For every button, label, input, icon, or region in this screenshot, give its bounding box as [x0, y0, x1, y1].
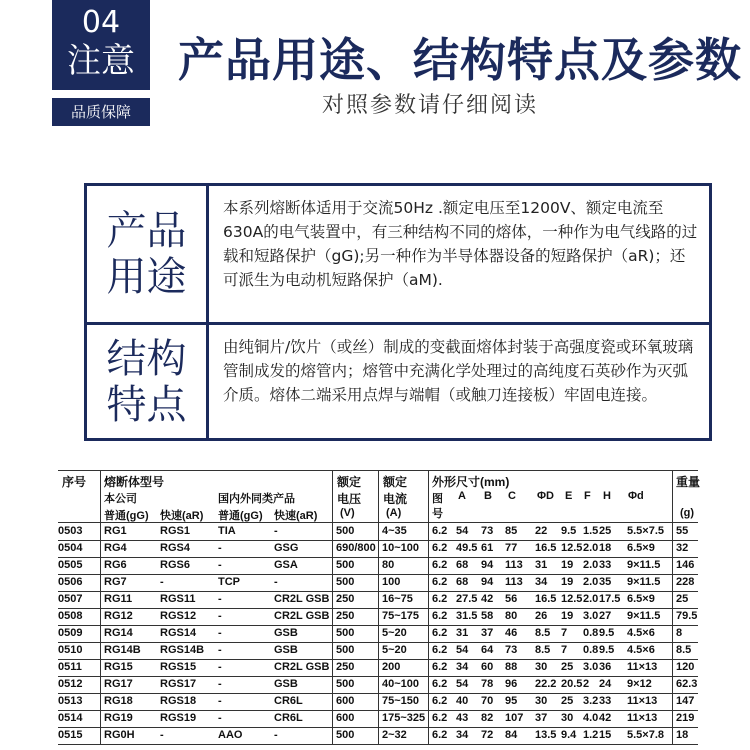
cell-company-gg: RG6	[104, 559, 127, 571]
cell-seq: 0509	[58, 627, 83, 639]
cell-phid: 6.5×9	[627, 542, 655, 554]
cell-B: 64	[481, 644, 494, 656]
cell-F: 2.0	[583, 559, 599, 571]
cell-seq: 0506	[58, 576, 83, 588]
usage-row	[87, 186, 709, 325]
cell-E: 25	[561, 661, 574, 673]
cell-A: 54	[456, 525, 469, 537]
cell-phid: 9×11.5	[627, 559, 661, 571]
cell-H: 27	[599, 610, 612, 622]
cell-C: 113	[505, 576, 523, 588]
header-gg1: 普通(gG)	[104, 510, 149, 522]
cell-B: 60	[481, 661, 494, 673]
cell-rated-voltage: 500	[336, 644, 355, 656]
cell-seq: 0512	[58, 678, 83, 690]
header-fig1: 图	[432, 493, 443, 505]
header-B: B	[484, 490, 492, 502]
badge-number: 04	[81, 5, 121, 40]
cell-F: 2.0	[583, 542, 599, 554]
cell-C: 113	[505, 559, 523, 571]
cell-company-ar: -	[160, 576, 164, 588]
cell-phid: 9×11.5	[627, 610, 661, 622]
cell-fig: 6.2	[432, 627, 448, 639]
cell-C: 77	[505, 542, 518, 554]
header-ar1: 快速(aR)	[160, 510, 204, 522]
cell-H: 42	[599, 712, 612, 724]
badge-main	[52, 0, 150, 90]
cell-seq: 0511	[58, 661, 82, 673]
cell-B: 94	[481, 576, 494, 588]
cell-F: 2	[583, 678, 590, 690]
cell-phiD: 13.5	[535, 729, 557, 741]
cell-F: 1.5	[583, 525, 599, 537]
cell-E: 7	[561, 627, 568, 639]
cell-E: 9.5	[561, 525, 577, 537]
cell-fig: 6.2	[432, 712, 448, 724]
cell-domestic-ar: CR2L GSB	[274, 661, 330, 673]
badge-subtitle: 品质保障	[52, 98, 150, 126]
header-E: E	[565, 490, 573, 502]
cell-domestic-ar: -	[274, 525, 278, 537]
header-weight1: 重量	[676, 475, 701, 489]
cell-domestic-gg: -	[218, 610, 222, 622]
cell-A: 31.5	[456, 610, 478, 622]
cell-rated-voltage: 500	[336, 559, 355, 571]
cell-weight: 146	[676, 559, 695, 571]
usage-label-cell	[87, 186, 209, 322]
cell-H: 15	[599, 729, 612, 741]
cell-domestic-gg: TIA	[218, 525, 236, 537]
cell-C: 95	[505, 695, 518, 707]
cell-fig: 6.2	[432, 542, 448, 554]
cell-domestic-ar: GSA	[274, 559, 298, 571]
cell-seq: 0514	[58, 712, 83, 724]
cell-company-ar: RGS1	[160, 525, 190, 537]
cell-rated-current: 2~32	[382, 729, 407, 741]
cell-A: 31	[456, 627, 469, 639]
cell-F: 3.0	[583, 610, 599, 622]
cell-rated-current: 75~175	[382, 610, 420, 622]
cell-domestic-gg: -	[218, 678, 222, 690]
cell-rated-current: 100	[382, 576, 401, 588]
header-ar2: 快速(aR)	[274, 510, 318, 522]
header-model: 熔断体型号	[104, 475, 165, 489]
cell-E: 30	[561, 712, 574, 724]
cell-weight: 8	[676, 627, 683, 639]
cell-A: 54	[456, 644, 469, 656]
cell-rated-voltage: 500	[336, 525, 355, 537]
cell-fig: 6.2	[432, 661, 448, 673]
cell-phiD: 30	[535, 695, 548, 707]
badge-word: 注意	[67, 41, 135, 81]
cell-weight: 8.5	[676, 644, 692, 656]
cell-company-gg: RG14	[104, 627, 133, 639]
header-C: C	[508, 490, 516, 502]
cell-weight: 62.3	[676, 678, 698, 690]
cell-rated-voltage: 250	[336, 610, 355, 622]
table-column-rule	[378, 470, 379, 745]
cell-rated-current: 80	[382, 559, 395, 571]
cell-A: 40	[456, 695, 469, 707]
structure-label-cell	[87, 325, 209, 438]
cell-phiD: 16.5	[535, 542, 557, 554]
header-phiD: ΦD	[537, 490, 554, 502]
cell-rated-current: 200	[382, 661, 401, 673]
cell-H: 18	[599, 542, 612, 554]
cell-company-ar: RGS4	[160, 542, 190, 554]
cell-E: 20.5	[561, 678, 583, 690]
cell-B: 37	[481, 627, 494, 639]
cell-phid: 4.5×6	[627, 627, 655, 639]
cell-B: 61	[481, 542, 494, 554]
cell-C: 88	[505, 661, 518, 673]
header-rated-v3: (V)	[340, 507, 355, 519]
page-title: 产品用途、结构特点及参数	[178, 33, 742, 87]
cell-company-gg: RG14B	[104, 644, 141, 656]
cell-company-ar: RGS11	[160, 593, 196, 605]
cell-company-ar: RGS19	[160, 712, 197, 724]
cell-E: 12.5	[561, 593, 583, 605]
cell-H: 33	[599, 695, 612, 707]
cell-seq: 0503	[58, 525, 83, 537]
cell-seq: 0505	[58, 559, 83, 571]
header-rated-v2: 电压	[337, 492, 362, 506]
cell-rated-voltage: 500	[336, 729, 355, 741]
cell-phid: 11×13	[627, 661, 658, 673]
cell-E: 19	[561, 610, 574, 622]
cell-domestic-ar: GSG	[274, 542, 299, 554]
cell-phiD: 8.5	[535, 627, 551, 639]
cell-fig: 6.2	[432, 644, 448, 656]
header-gg2: 普通(gG)	[218, 510, 263, 522]
cell-company-gg: RG19	[104, 712, 133, 724]
cell-domestic-gg: -	[218, 542, 222, 554]
cell-E: 9.4	[561, 729, 577, 741]
cell-H: 24	[599, 678, 612, 690]
cell-E: 19	[561, 559, 574, 571]
cell-E: 7	[561, 644, 568, 656]
cell-domestic-gg: -	[218, 712, 222, 724]
cell-rated-current: 10~100	[382, 542, 420, 554]
cell-fig: 6.2	[432, 525, 448, 537]
cell-F: 4.0	[583, 712, 599, 724]
header-rated-a2: 电流	[383, 492, 408, 506]
cell-rated-voltage: 690/800	[336, 542, 376, 554]
cell-C: 46	[505, 627, 518, 639]
cell-B: 94	[481, 559, 494, 571]
cell-weight: 25	[676, 593, 689, 605]
cell-domestic-ar: CR2L GSB	[274, 593, 330, 605]
cell-company-gg: RG4	[104, 542, 127, 554]
cell-seq: 0507	[58, 593, 83, 605]
cell-H: 33	[599, 559, 612, 571]
structure-row	[87, 325, 709, 438]
cell-rated-voltage: 600	[336, 695, 355, 707]
cell-phid: 4.5×6	[627, 644, 655, 656]
cell-company-ar: RGS15	[160, 661, 197, 673]
cell-rated-voltage: 500	[336, 627, 355, 639]
cell-company-ar: -	[160, 729, 164, 741]
cell-domestic-ar: GSB	[274, 678, 298, 690]
cell-fig: 6.2	[432, 610, 448, 622]
cell-B: 58	[481, 610, 494, 622]
cell-weight: 32	[676, 542, 689, 554]
cell-F: 3.0	[583, 661, 599, 673]
cell-C: 84	[505, 729, 518, 741]
cell-domestic-gg: -	[218, 593, 222, 605]
cell-domestic-ar: CR2L GSB	[274, 610, 330, 622]
page-subtitle: 对照参数请仔细阅读	[322, 93, 539, 118]
cell-phiD: 37	[535, 712, 548, 724]
header-rated-a1: 额定	[383, 475, 408, 489]
cell-phiD: 22	[535, 525, 548, 537]
cell-phid: 11×13	[627, 695, 658, 707]
cell-phiD: 16.5	[535, 593, 557, 605]
cell-phiD: 8.5	[535, 644, 551, 656]
cell-domestic-ar: -	[274, 576, 278, 588]
cell-F: 1.2	[583, 729, 599, 741]
header-fig2: 号	[432, 508, 443, 520]
cell-rated-current: 5~20	[382, 644, 407, 656]
cell-company-gg: RG17	[104, 678, 133, 690]
cell-domestic-ar: -	[274, 729, 278, 741]
cell-weight: 219	[676, 712, 695, 724]
cell-rated-voltage: 500	[336, 678, 355, 690]
cell-B: 42	[481, 593, 494, 605]
section-badge	[52, 0, 150, 134]
cell-weight: 228	[676, 576, 695, 588]
header-dims: 外形尺寸(mm)	[432, 475, 510, 489]
cell-B: 72	[481, 729, 494, 741]
header-company: 本公司	[104, 493, 137, 505]
cell-H: 9.5	[599, 627, 615, 639]
cell-E: 25	[561, 695, 574, 707]
cell-rated-current: 75~150	[382, 695, 420, 707]
cell-E: 12.5	[561, 542, 583, 554]
cell-phiD: 26	[535, 610, 548, 622]
cell-A: 54	[456, 678, 469, 690]
cell-F: 2.0	[583, 576, 599, 588]
info-box	[84, 183, 712, 441]
table-column-rule	[672, 470, 673, 745]
table-column-rule	[332, 470, 333, 745]
cell-weight: 79.5	[676, 610, 698, 622]
cell-company-gg: RG7	[104, 576, 127, 588]
cell-A: 27.5	[456, 593, 478, 605]
header-F: F	[584, 490, 591, 502]
cell-company-ar: RGS6	[160, 559, 190, 571]
cell-A: 68	[456, 576, 469, 588]
cell-fig: 6.2	[432, 695, 448, 707]
cell-H: 35	[599, 576, 612, 588]
cell-A: 49.5	[456, 542, 478, 554]
cell-company-gg: RG18	[104, 695, 133, 707]
cell-domestic-gg: -	[218, 644, 222, 656]
cell-F: 2.0	[583, 593, 599, 605]
header-phid: Φd	[628, 490, 644, 502]
usage-text: 本系列熔断体适用于交流50Hz .额定电压至1200V、额定电流至630A的电气装置中，有三种结构不同的熔体，一种作为电气线路的过载和短路保护（gG);另一种作为半导体器设备的短路保护（aR)；还可派生为电动机短路保护（aM).	[223, 199, 698, 289]
cell-fig: 6.2	[432, 593, 448, 605]
cell-weight: 120	[676, 661, 695, 673]
cell-phid: 5.5×7.5	[627, 525, 665, 537]
cell-rated-current: 175~325	[382, 712, 426, 724]
cell-rated-current: 4~35	[382, 525, 407, 537]
cell-weight: 147	[676, 695, 695, 707]
cell-phiD: 34	[535, 576, 548, 588]
cell-company-ar: RGS17	[160, 678, 197, 690]
cell-phiD: 22.2	[535, 678, 557, 690]
cell-domestic-gg: AAO	[218, 729, 243, 741]
structure-text: 由纯铜片/饮片（或丝）制成的变截面熔体封装于高强度瓷或环氧玻璃管制成发的熔管内；熔管中充满化学处理过的高纯度石英砂作为灭弧介质。熔体二端采用点焊与端帽（或触刀连接板）牢固电连接。	[223, 338, 694, 404]
table-column-rule	[428, 470, 429, 745]
cell-A: 34	[456, 661, 469, 673]
cell-C: 56	[505, 593, 518, 605]
cell-company-ar: RGS14	[160, 627, 197, 639]
cell-company-ar: RGS18	[160, 695, 197, 707]
cell-seq: 0508	[58, 610, 83, 622]
cell-company-ar: RGS12	[160, 610, 197, 622]
cell-domestic-gg: -	[218, 695, 222, 707]
cell-rated-current: 5~20	[382, 627, 407, 639]
cell-rated-current: 16~75	[382, 593, 413, 605]
cell-phid: 11×13	[627, 712, 658, 724]
cell-company-gg: RG1	[104, 525, 127, 537]
cell-A: 34	[456, 729, 469, 741]
cell-domestic-gg: -	[218, 661, 222, 673]
table-column-rule	[100, 470, 101, 745]
cell-A: 68	[456, 559, 469, 571]
header-rated-a3: (A)	[386, 507, 402, 519]
cell-C: 107	[505, 712, 524, 724]
cell-domestic-gg: -	[218, 559, 222, 571]
cell-domestic-ar: CR6L	[274, 712, 303, 724]
cell-F: 0.8	[583, 644, 599, 656]
cell-F: 0.8	[583, 627, 599, 639]
cell-seq: 0510	[58, 644, 83, 656]
cell-B: 78	[481, 678, 494, 690]
cell-company-ar: RGS14B	[160, 644, 205, 656]
cell-company-gg: RG15	[104, 661, 133, 673]
cell-company-gg: RG0H	[104, 729, 135, 741]
cell-F: 3.2	[583, 695, 599, 707]
cell-C: 73	[505, 644, 518, 656]
cell-A: 43	[456, 712, 469, 724]
structure-label: 结构特点	[106, 335, 187, 428]
cell-rated-voltage: 500	[336, 576, 355, 588]
cell-H: 25	[599, 525, 612, 537]
cell-H: 36	[599, 661, 612, 673]
cell-phiD: 31	[535, 559, 548, 571]
cell-phid: 9×12	[627, 678, 652, 690]
cell-H: 9.5	[599, 644, 615, 656]
cell-domestic-ar: CR6L	[274, 695, 303, 707]
cell-seq: 0504	[58, 542, 83, 554]
header-A: A	[458, 490, 466, 502]
header-weight2: (g)	[680, 507, 695, 519]
cell-H: 17.5	[599, 593, 621, 605]
cell-domestic-ar: GSB	[274, 627, 298, 639]
cell-phid: 5.5×7.8	[627, 729, 665, 741]
cell-fig: 6.2	[432, 576, 448, 588]
cell-domestic-gg: TCP	[218, 576, 240, 588]
header-H: H	[603, 490, 611, 502]
cell-weight: 18	[676, 729, 689, 741]
header-domestic: 国内外同类产品	[218, 493, 295, 505]
cell-phiD: 30	[535, 661, 548, 673]
header-rated-v1: 额定	[337, 475, 362, 489]
cell-rated-voltage: 250	[336, 661, 355, 673]
cell-B: 73	[481, 525, 494, 537]
cell-B: 82	[481, 712, 494, 724]
cell-C: 85	[505, 525, 518, 537]
cell-rated-voltage: 600	[336, 712, 355, 724]
cell-domestic-ar: GSB	[274, 644, 298, 656]
cell-company-gg: RG11	[104, 593, 133, 605]
cell-rated-current: 40~100	[382, 678, 420, 690]
cell-B: 70	[481, 695, 494, 707]
cell-fig: 6.2	[432, 678, 448, 690]
cell-fig: 6.2	[432, 729, 448, 741]
cell-company-gg: RG12	[104, 610, 133, 622]
cell-E: 19	[561, 576, 574, 588]
cell-fig: 6.2	[432, 559, 448, 571]
header-seq: 序号	[62, 475, 87, 489]
cell-phid: 6.5×9	[627, 593, 655, 605]
cell-C: 96	[505, 678, 518, 690]
cell-weight: 55	[676, 525, 689, 537]
usage-label: 产品用途	[106, 208, 187, 300]
cell-phid: 9×11.5	[627, 576, 661, 588]
cell-domestic-gg: -	[218, 627, 222, 639]
cell-rated-voltage: 250	[336, 593, 355, 605]
cell-seq: 0513	[58, 695, 83, 707]
cell-C: 80	[505, 610, 518, 622]
cell-seq: 0515	[58, 729, 83, 741]
